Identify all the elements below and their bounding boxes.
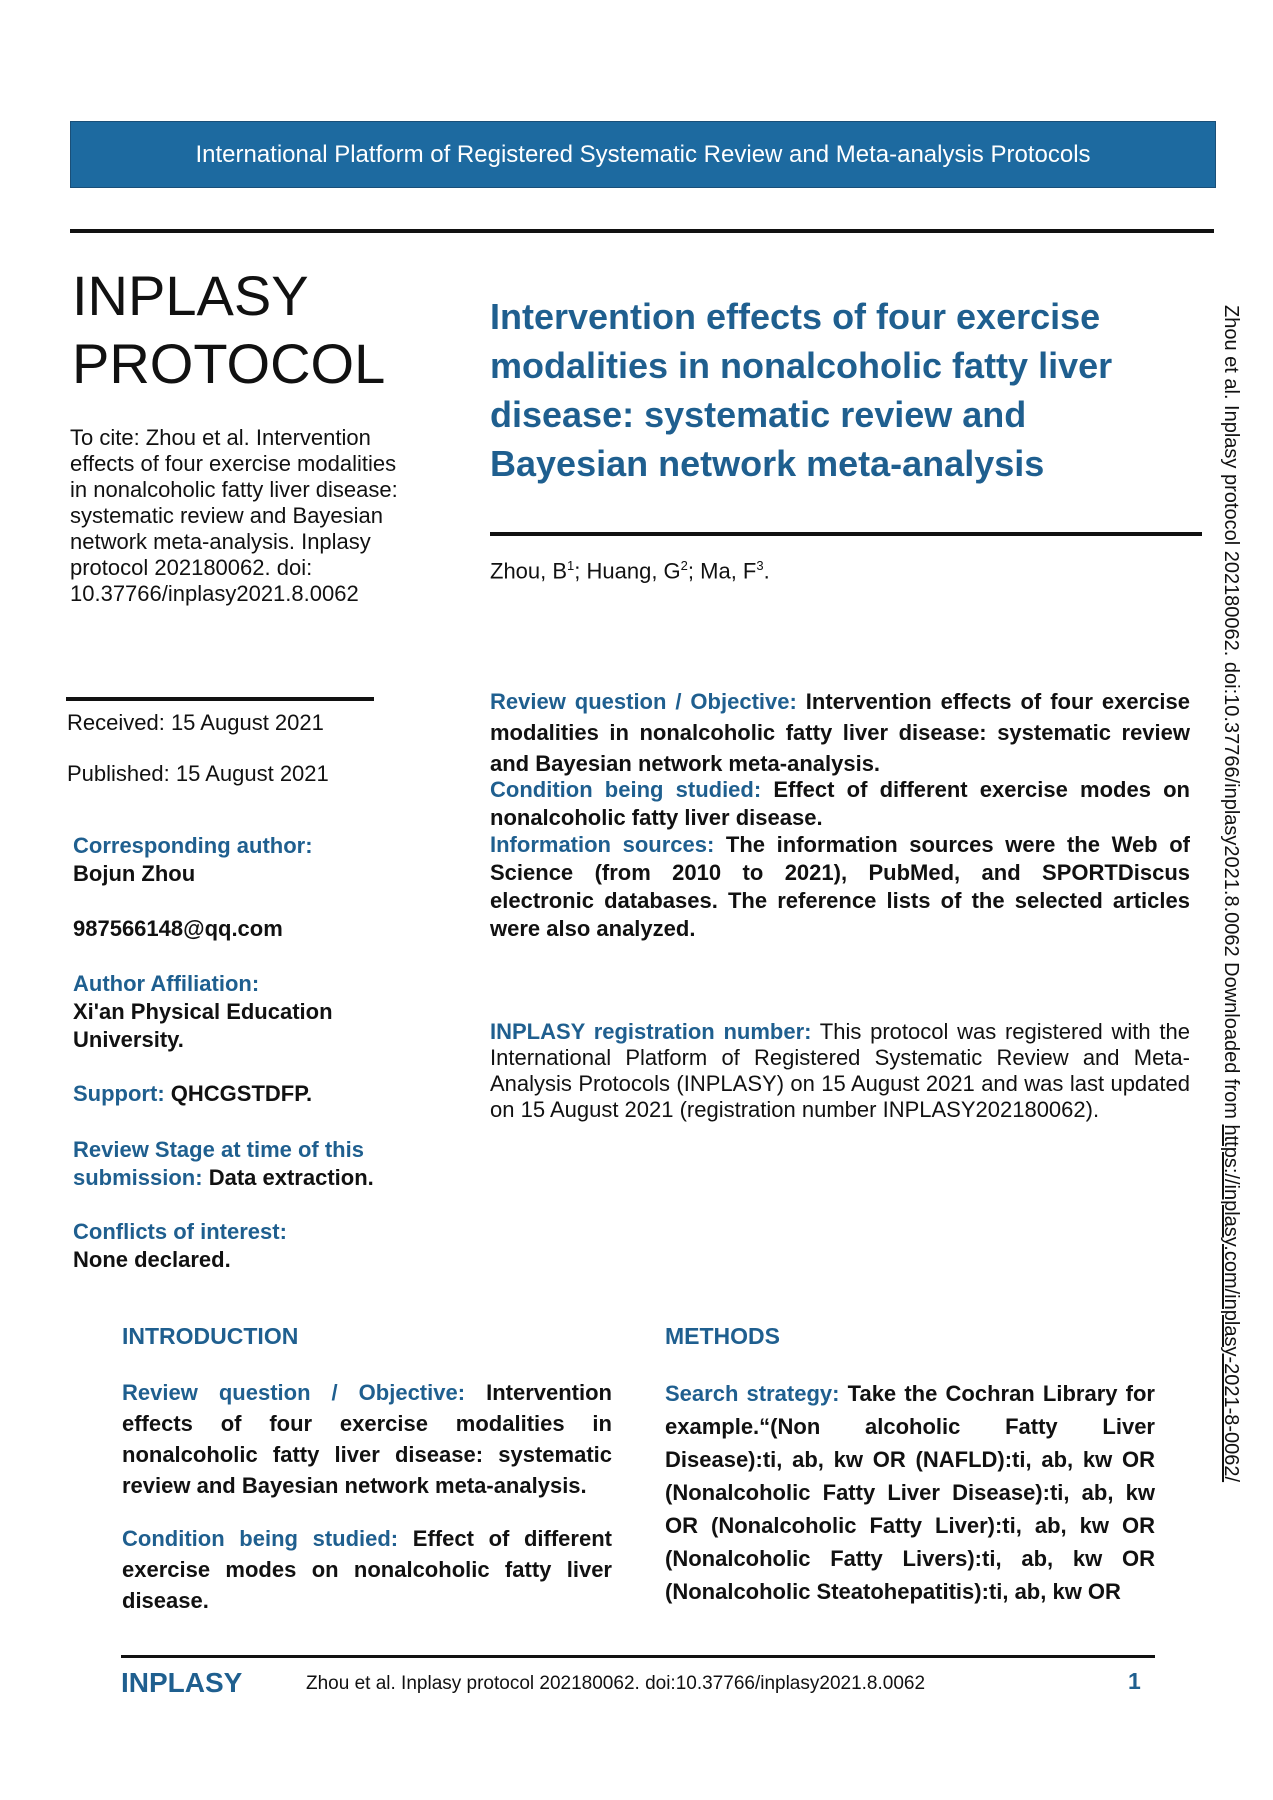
journal-banner: International Platform of Registered Systematic Review and Meta-analysis Protocols xyxy=(70,121,1216,188)
intro-review-text: Intervention effects of four exercise modalities in nonalcoholic fatty liver disease: systematic review and Bayesian network meta-analysis. xyxy=(122,1380,612,1498)
author-3: ; Ma, F xyxy=(687,558,757,584)
side-notice-text: Zhou et al. Inplasy protocol 202180062. doi:10.37766/inplasy2021.8.0062 Downloaded from xyxy=(1220,305,1242,1125)
intro-condition-label: Condition being studied: xyxy=(122,1526,399,1551)
footer-citation: Zhou et al. Inplasy protocol 202180062. doi:10.37766/inplasy2021.8.0062 xyxy=(306,1673,926,1694)
support-label: Support: xyxy=(73,1081,165,1106)
abstract-condition xyxy=(490,776,1190,832)
author-2-affil: 2 xyxy=(680,558,688,573)
protocol-label-line2: PROTOCOL xyxy=(72,332,386,395)
corresponding-author xyxy=(73,832,403,943)
registration-label: INPLASY registration number: xyxy=(490,1019,812,1044)
support-value: QHCGSTDFP. xyxy=(170,1081,313,1106)
top-rule xyxy=(70,229,1214,233)
abstract-condition-label: Condition being studied: xyxy=(490,777,762,802)
author-2: ; Huang, G xyxy=(574,558,681,584)
affiliation-value: Xi'an Physical Education University. xyxy=(73,999,333,1052)
abstract-information-sources xyxy=(490,831,1190,943)
intro-condition-text: Effect of different exercise modes on nonalcoholic fatty liver disease. xyxy=(122,1526,612,1613)
registration-number xyxy=(490,1019,1190,1123)
abstract-condition-text: Effect of different exercise modes on nonalcoholic fatty liver disease. xyxy=(490,777,1190,830)
published-date: Published: 15 August 2021 xyxy=(67,761,329,786)
author-1-affil: 1 xyxy=(567,558,575,573)
corresponding-author-name: Bojun Zhou xyxy=(73,861,196,886)
registration-text: This protocol was registered with the International Platform of Registered Systematic Review and Meta-Analysis Protocols (INPLASY) on 15 August 2021 and was last updated on 15 August 2021 (registration number INPLASY202180062). xyxy=(490,1019,1190,1122)
footer-brand: INPLASY xyxy=(121,1667,243,1698)
corresponding-author-email: 987566148@qq.com xyxy=(73,916,283,941)
author-list-end: . xyxy=(763,558,770,584)
support xyxy=(73,1080,403,1108)
methods-search-label: Search strategy: xyxy=(665,1381,840,1406)
footer-rule xyxy=(121,1655,1155,1658)
side-download-notice xyxy=(1212,305,1242,1785)
methods-heading: METHODS xyxy=(665,1323,780,1349)
affiliation-label: Author Affiliation: xyxy=(73,971,260,996)
protocol-label-line1: INPLASY xyxy=(72,264,309,327)
methods-search-strategy xyxy=(665,1377,1155,1608)
abstract-sources-text: The information sources were the Web of Science (from 2010 to 2021), PubMed, and SPORTDiscus electronic databases. The reference lists of the selected articles were also analyzed. xyxy=(490,832,1190,941)
author-3-affil: 3 xyxy=(756,558,764,573)
author-affiliation xyxy=(73,970,403,1054)
introduction-heading: INTRODUCTION xyxy=(122,1323,299,1349)
side-notice-link[interactable]: https://inplasy.com/inplasy-2021-8-0062/ xyxy=(1220,1124,1242,1483)
conflicts-value: None declared. xyxy=(73,1247,231,1272)
page-number: 1 xyxy=(1128,1668,1141,1694)
paper-title: Intervention effects of four exercise modalities in nonalcoholic fatty liver disease: systematic review and Bayesian network meta-analysis xyxy=(490,296,1113,484)
methods-body xyxy=(665,1377,1155,1630)
review-stage-label: Review Stage at time of this submission: xyxy=(73,1137,364,1190)
author-list xyxy=(490,558,770,584)
review-stage xyxy=(73,1136,403,1192)
received-date: Received: 15 August 2021 xyxy=(67,710,324,735)
conflicts-label: Conflicts of interest: xyxy=(73,1219,287,1244)
intro-review-question xyxy=(122,1377,612,1501)
conflicts-of-interest xyxy=(73,1218,403,1274)
intro-review-label: Review question / Objective: xyxy=(122,1380,466,1405)
review-stage-value: Data extraction. xyxy=(208,1165,374,1190)
methods-search-text: Take the Cochran Library for example.“(Non alcoholic Fatty Liver Disease):ti, ab, kw OR (NAFLD):ti, ab, kw OR (Nonalcoholic Fatty Liver Disease):ti, ab, kw OR (Nonalcoholic Fatty Liver):ti, ab, kw OR (Nonalcoholic Fatty Livers):ti, ab, kw OR (Nonalcoholic Steatohepatitis):ti, ab, kw OR xyxy=(665,1381,1155,1604)
protocol-label xyxy=(72,262,385,398)
abstract-review-question xyxy=(490,686,1190,779)
title-rule xyxy=(490,532,1202,536)
abstract-sources-label: Information sources: xyxy=(490,832,715,857)
corresponding-author-label: Corresponding author: xyxy=(73,833,313,858)
intro-condition xyxy=(122,1523,612,1616)
abstract-review-label: Review question / Objective: xyxy=(490,689,797,714)
citation-text: To cite: Zhou et al. Intervention effects of four exercise modalities in nonalcoholic fatty liver disease: systematic review and Bayesian network meta-analysis. Inplasy protocol 202180062. doi: 10.37766/inplasy2021.8.0062 xyxy=(70,425,398,606)
sidebar-rule xyxy=(66,697,374,701)
introduction-body xyxy=(122,1377,612,1638)
abstract-review-text: Intervention effects of four exercise modalities in nonalcoholic fatty liver disease: systematic review and Bayesian network meta-analysis. xyxy=(490,689,1190,776)
author-1: Zhou, B xyxy=(490,558,568,584)
